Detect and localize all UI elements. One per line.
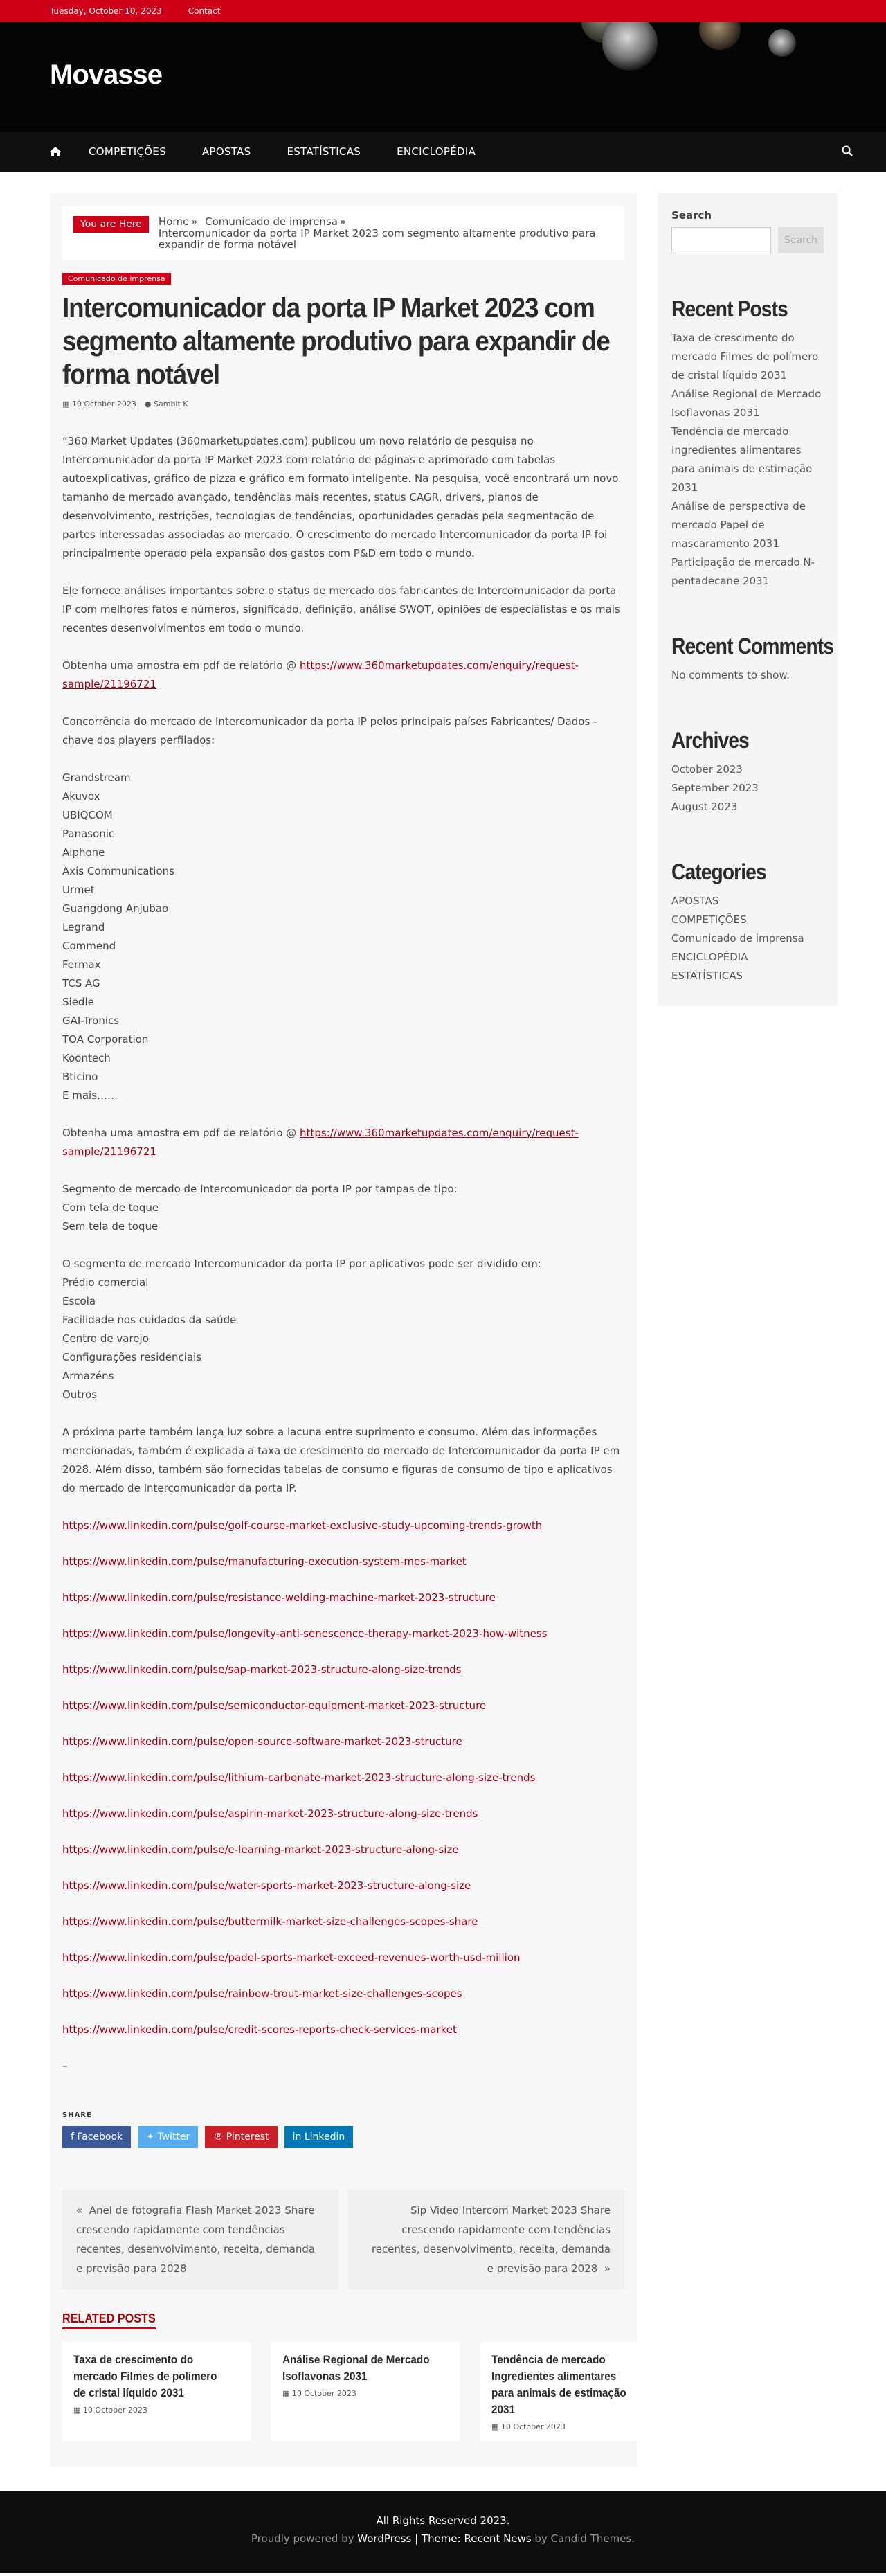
list-item: GAI-Tronics (62, 1014, 120, 1027)
sample-link[interactable]: https://www.360marketupdates.com/enquiry/request-sample/21196721 (62, 659, 579, 690)
external-link-row (62, 1769, 624, 1787)
apps-section (62, 1255, 624, 1404)
list-item: E mais…… (62, 1089, 118, 1102)
chevron-right-icon: » (339, 215, 347, 228)
related-post-title[interactable]: Tendência de mercado Ingredientes alimentares para animais de estimação 2031 (491, 2352, 626, 2416)
post-title: Intercomunicador da porta IP Market 2023 com segmento altamente produtivo para expandir de forma notável (62, 292, 610, 390)
players-list (62, 769, 624, 1105)
end-mark: – (62, 2059, 68, 2072)
list-item: Configurações residenciais (62, 1350, 202, 1363)
list-item: TOA Corporation (62, 1032, 149, 1046)
external-link-row (62, 1949, 624, 1967)
external-link-row (62, 1697, 624, 1715)
list-item: Koontech (62, 1051, 111, 1064)
facebook-icon: f (71, 2131, 78, 2143)
list-item: Prédio comercial (62, 1276, 149, 1289)
chevron-right-icon: » (191, 215, 198, 228)
external-link-row (62, 1661, 624, 1679)
candid-themes-link[interactable]: Candid Themes (550, 2532, 632, 2545)
external-link[interactable]: https://www.linkedin.com/pulse/lithium-carbonate-market-2023-structure-along-size-trends (62, 1771, 536, 1784)
list-item: Outros (62, 1388, 98, 1401)
post-author: Sambit K (154, 399, 188, 409)
list-item: Guangdong Anjubao (62, 902, 169, 915)
list-item: Urmet (62, 883, 95, 896)
external-link[interactable]: https://www.linkedin.com/pulse/longevity-anti-senescence-therapy-market-2023-how-witness (62, 1627, 548, 1640)
related-post-date: ▦ 10 October 2023 (491, 2422, 566, 2431)
sample-link[interactable]: https://www.360marketupdates.com/enquiry/request-sample/21196721 (62, 1126, 579, 1158)
header-decoration (602, 22, 658, 71)
sample-paragraph: Obtenha uma amostra em pdf de relatório @ https://www.360marketupdates.com/enquiry/request-sample/21196721 (62, 1126, 579, 1158)
list-item[interactable]: Comunicado de imprensa (671, 932, 804, 945)
related-post-card[interactable] (271, 2342, 460, 2441)
related-post-title[interactable]: Análise Regional de Mercado Isoflavonas 2031 (282, 2352, 430, 2383)
paragraph: A próxima parte também lança luz sobre a lacuna entre suprimento e consumo. Além das informações mencionadas, também é explicada a taxa de crescimento do mercado de Intercomunicador da porta IP em 2028. Além disso, também são fornecidas tabelas de consumo e figuras de consumo de tipo e aplicativos do mercado de Intercomunicador da porta IP. (62, 1425, 620, 1494)
search-form (671, 227, 824, 253)
home-icon[interactable] (50, 147, 89, 156)
external-link[interactable]: https://www.linkedin.com/pulse/open-source-software-market-2023-structure (62, 1735, 462, 1748)
header-decoration (699, 22, 741, 50)
list-item[interactable]: COMPETIÇÕES (671, 913, 747, 926)
top-bar (0, 0, 886, 22)
powered-by: Proudly powered by WordPress | Theme: Recent News by Candid Themes. (251, 2532, 635, 2545)
site-header (0, 22, 886, 132)
previous-post-link[interactable]: « Anel de fotografia Flash Market 2023 Share crescendo rapidamente com tendências recentes, desenvolvimento, receita, demanda e previsão para 2028 (62, 2190, 338, 2289)
list-item: Panasonic (62, 827, 115, 840)
external-link[interactable]: https://www.linkedin.com/pulse/credit-scores-reports-check-services-market (62, 2023, 457, 2036)
nav-item-enciclopedia[interactable]: ENCICLOPÉDIA (397, 145, 476, 158)
external-link-row (62, 1733, 624, 1751)
external-link-row (62, 1625, 624, 1643)
external-link-row (62, 1913, 624, 1931)
related-links (62, 1517, 624, 2039)
wordpress-link[interactable]: WordPress (357, 2532, 412, 2545)
list-item[interactable]: Participação de mercado N-pentadecane 2031 (671, 556, 815, 587)
sidebar (658, 193, 838, 1006)
share-linkedin-button[interactable]: in Linkedin (284, 2126, 354, 2148)
list-item: Fermax (62, 958, 101, 971)
recent-posts-list (671, 329, 824, 591)
external-link[interactable]: https://www.linkedin.com/pulse/golf-course-market-exclusive-study-upcoming-trends-growth (62, 1519, 543, 1532)
list-item: Legrand (62, 920, 105, 933)
related-post-title[interactable]: Taxa de crescimento do mercado Filmes de polímero de cristal líquido 2031 (73, 2352, 217, 2399)
category-badge[interactable]: Comunicado de imprensa (62, 273, 171, 285)
list-item: Akuvox (62, 789, 100, 803)
related-post-card[interactable] (62, 2342, 251, 2441)
share-facebook-button[interactable]: f Facebook (62, 2126, 131, 2148)
list-item[interactable]: Análise Regional de Mercado Isoflavonas 2031 (671, 388, 822, 419)
breadcrumb-category[interactable]: Comunicado de imprensa (205, 215, 338, 228)
list-item: Bticino (62, 1070, 98, 1083)
chevron-right-icon: » (597, 2262, 611, 2275)
list-item: UBIQCOM (62, 808, 113, 821)
main-nav (0, 132, 886, 172)
list-item: TCS AG (62, 976, 100, 990)
current-date: Tuesday, October 10, 2023 (50, 6, 162, 16)
list-item[interactable]: October 2023 (671, 763, 743, 776)
categories-title: Categories (671, 859, 766, 884)
site-title[interactable]: Movasse (50, 60, 162, 90)
related-post-card[interactable] (480, 2342, 669, 2441)
external-link[interactable]: https://www.linkedin.com/pulse/buttermilk-market-size-challenges-scopes-share (62, 1915, 478, 1928)
archives-title: Archives (671, 728, 749, 753)
contact-link[interactable]: Contact (188, 6, 221, 16)
post-date: 10 October 2023 (71, 399, 136, 409)
external-link-row (62, 1841, 624, 1859)
related-post-date: ▦ 10 October 2023 (282, 2388, 356, 2398)
archives-list (671, 760, 824, 816)
breadcrumb-label: You are Here (73, 216, 149, 233)
apps-list (62, 1273, 624, 1404)
external-link[interactable]: https://www.linkedin.com/pulse/resistance-welding-machine-market-2023-structure (62, 1591, 496, 1604)
breadcrumb-current: Intercomunicador da porta IP Market 2023 com segmento altamente produtivo para expandir de forma notável (158, 226, 596, 251)
list-item[interactable]: ENCICLOPÉDIA (671, 951, 748, 963)
user-icon: ● (144, 399, 154, 409)
external-link[interactable]: https://www.linkedin.com/pulse/manufacturing-execution-system-mes-market (62, 1555, 467, 1568)
external-link-row (62, 1805, 624, 1823)
list-item: Centro de varejo (62, 1332, 149, 1345)
nav-item-apostas[interactable]: APOSTAS (201, 145, 251, 158)
post-date-wrap[interactable] (62, 400, 136, 409)
site-footer (0, 2491, 886, 2573)
share-twitter-button[interactable]: ✦ Twitter (138, 2126, 198, 2148)
external-link[interactable]: https://www.linkedin.com/pulse/sap-market-2023-structure-along-size-trends (62, 1663, 462, 1676)
list-item: Sem tela de toque (62, 1219, 159, 1233)
calendar-icon: ▦ (62, 399, 72, 409)
search-input[interactable] (671, 227, 771, 253)
list-item: Axis Communications (62, 864, 174, 877)
external-link[interactable]: https://www.linkedin.com/pulse/semiconductor-equipment-market-2023-structure (62, 1699, 487, 1712)
external-link[interactable]: https://www.linkedin.com/pulse/padel-sports-market-exceed-revenues-worth-usd-million (62, 1951, 521, 1964)
list-item[interactable]: Taxa de crescimento do mercado Filmes de polímero de cristal líquido 2031 (671, 332, 819, 382)
linkedin-icon: in (292, 2131, 305, 2143)
list-item[interactable]: Análise de perspectiva de mercado Papel de mascaramento 2031 (671, 500, 806, 550)
nav-item-competicoes[interactable]: COMPETIÇÕES (89, 145, 166, 158)
categories-list (671, 892, 824, 985)
twitter-icon: ✦ (146, 2131, 158, 2143)
related-posts-heading: RELATED POSTS (62, 2311, 156, 2329)
recent-comments-title: Recent Comments (671, 634, 834, 659)
paragraph: “360 Market Updates (360marketupdates.com) publicou um novo relatório de pesquisa no Intercomunicador da porta IP Market 2023 com relatório de páginas e aprimorado com tabelas autoexplicativas, gráfico de pizza e gráfico em formato inteligente. Na pesquisa, você encontrará um novo tamanho de mercado avançado, tendências mais recentes, status CAGR, drivers, planos de desenvolvimento, restrições, tecnologias de tendências, oportunidades geradas pela segmentação de partes interessadas associadas ao mercado. O crescimento do mercado Intercomunicador da porta IP foi principalmente operado pela expansão dos gastos com P&D em todo o mundo. (62, 434, 619, 560)
recent-posts-title: Recent Posts (671, 296, 788, 321)
share-label: SHARE (62, 2111, 92, 2119)
breadcrumb (62, 206, 624, 260)
list-item[interactable]: ESTATÍSTICAS (671, 969, 743, 982)
header-decoration (768, 29, 796, 57)
external-link-row (62, 1589, 624, 1607)
external-link[interactable]: https://www.linkedin.com/pulse/e-learning-market-2023-structure-along-size (62, 1843, 459, 1856)
types-list (62, 1199, 624, 1236)
external-link[interactable]: https://www.linkedin.com/pulse/rainbow-trout-market-size-challenges-scopes (62, 1987, 462, 2000)
calendar-icon: ▦ (282, 2388, 292, 2398)
search-label: Search (671, 209, 712, 222)
apps-intro: O segmento de mercado Intercomunicador da porta IP por aplicativos pode ser dividido em: (62, 1257, 541, 1270)
related-posts (62, 2342, 624, 2441)
external-link-row (62, 1517, 624, 1535)
list-item[interactable]: August 2023 (671, 800, 738, 813)
sample-paragraph: Obtenha uma amostra em pdf de relatório @ https://www.360marketupdates.com/enquiry/request-sample/21196721 (62, 659, 579, 690)
list-item[interactable]: Tendência de mercado Ingredientes alimentares para animais de estimação 2031 (671, 425, 813, 494)
list-item: Commend (62, 939, 116, 952)
list-item: Escola (62, 1294, 96, 1307)
list-item: Facilidade nos cuidados da saúde (62, 1313, 237, 1326)
post-author-wrap[interactable] (145, 400, 188, 409)
calendar-icon: ▦ (491, 2422, 501, 2431)
types-intro: Segmento de mercado de Intercomunicador da porta IP por tampas de tipo: (62, 1182, 458, 1195)
share-buttons (62, 2126, 624, 2148)
search-icon[interactable] (842, 145, 853, 159)
paragraph: Ele fornece análises importantes sobre o status de mercado dos fabricantes de Intercomunicador da porta IP com melhores fatos e números, significado, definição, análise SWOT, opiniões de especialistas e os mais recentes desenvolvimentos em todo o mundo. (62, 584, 620, 634)
main-content (50, 193, 637, 2466)
pinterest-icon: ℗ (213, 2131, 226, 2143)
next-post-link[interactable]: Sip Video Intercom Market 2023 Share crescendo rapidamente com tendências recentes, desenvolvimento, receita, demanda e previsão para 2028 » (348, 2190, 624, 2289)
post-meta (62, 400, 624, 409)
external-link[interactable]: https://www.linkedin.com/pulse/aspirin-market-2023-structure-along-size-trends (62, 1807, 478, 1820)
calendar-icon: ▦ (73, 2405, 83, 2415)
list-item[interactable]: September 2023 (671, 782, 759, 794)
paragraph: Concorrência do mercado de Intercomunicador da porta IP pelos principais países Fabricantes/ Dados -chave dos players perfilados: (62, 715, 597, 746)
external-link[interactable]: https://www.linkedin.com/pulse/water-sports-market-2023-structure-along-size (62, 1879, 471, 1892)
external-link-row (62, 2021, 624, 2039)
share-pinterest-button[interactable]: ℗ Pinterest (205, 2126, 277, 2148)
post-navigation (62, 2190, 624, 2289)
external-link-row (62, 1877, 624, 1895)
post-body (62, 432, 624, 2075)
copyright: All Rights Reserved 2023. (376, 2514, 510, 2527)
list-item: Com tela de toque (62, 1201, 159, 1214)
external-link-row (62, 1985, 624, 2003)
chevron-left-icon: « (76, 2203, 89, 2217)
list-item: Grandstream (62, 771, 131, 784)
list-item[interactable]: APOSTAS (671, 895, 719, 907)
no-comments: No comments to show. (671, 669, 790, 681)
external-link-row (62, 1553, 624, 1571)
breadcrumb-home[interactable]: Home (158, 215, 190, 228)
list-item: Siedle (62, 995, 94, 1008)
related-post-date: ▦ 10 October 2023 (73, 2405, 147, 2415)
search-button[interactable]: Search (778, 227, 824, 253)
list-item: Armazéns (62, 1369, 114, 1382)
nav-item-estatisticas[interactable]: ESTATÍSTICAS (287, 145, 361, 158)
list-item: Aiphone (62, 846, 105, 859)
types-section (62, 1180, 624, 1236)
